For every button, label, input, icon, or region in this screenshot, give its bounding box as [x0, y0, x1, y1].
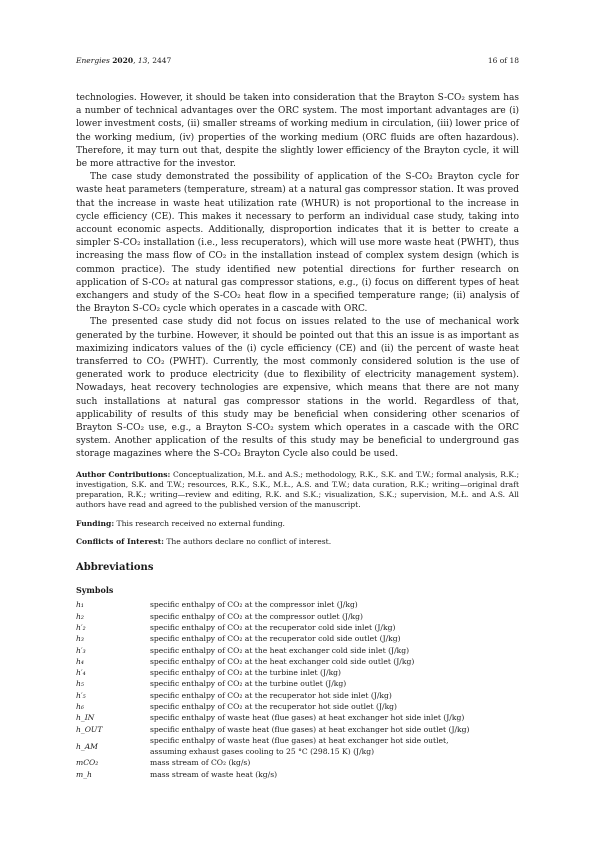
author-contributions-label: Author Contributions:	[76, 469, 171, 479]
paragraph-2: The case study demonstrated the possibility of application of the S-CO₂ Brayton cycle for waste heat parameters (temperature, stream) at a natural gas compressor station. It was proved that the increase in waste heat utilization rate (WHUR) is not proportional to the increase in cycle efficiency (CE). This makes it necessary to perform an individual case study, taking into account economic aspects. Additionally, disproportion indicates that it is better to create a simpler S-CO₂ installation (i.e., less recuperators), which will use more waste heat (PWHT), thus increasing the mass flow of CO₂ in the installation instead of complex system design (which is common practice). The study identified new potential directions for further research on application of S-CO₂ at natural gas compressor stations, e.g., (i) focus on different types of heat exchangers and study of the S-CO₂ heat flow in a specified temperature range; (ii) analysis of the Brayton S-CO₂ cycle which operates in a cascade with ORC.	[76, 172, 519, 315]
conflicts-of-interest	[76, 537, 519, 547]
author-contributions	[76, 470, 519, 511]
symbol: h₆	[76, 701, 84, 711]
symbols-subheading: Symbols	[76, 585, 114, 596]
symbol: mCO₂	[76, 758, 99, 768]
table-row	[76, 712, 519, 723]
table-row	[76, 690, 519, 701]
conflicts-label: Conflicts of Interest:	[76, 536, 164, 546]
symbol: h′₅	[76, 690, 86, 700]
page-number: 16 of 18	[487, 56, 519, 65]
table-row	[76, 667, 519, 678]
symbol-description-line-1: specific enthalpy of waste heat (flue gases) at heat exchanger hot side outlet,	[150, 735, 449, 745]
abbreviations-heading: Abbreviations	[76, 561, 154, 573]
symbol: h₁	[76, 600, 84, 610]
table-row	[76, 622, 519, 633]
symbol-description: specific enthalpy of CO₂ at the recuperator cold side inlet (J/kg)	[150, 622, 396, 632]
symbol-description: specific enthalpy of CO₂ at the turbine inlet (J/kg)	[150, 668, 342, 678]
symbol-description: mass stream of waste heat (kg/s)	[150, 769, 278, 779]
symbol-description: specific enthalpy of CO₂ at the heat exchanger cold side inlet (J/kg)	[150, 645, 410, 655]
symbol-description	[150, 735, 519, 758]
symbol-description: specific enthalpy of CO₂ at the recuperator hot side inlet (J/kg)	[150, 690, 392, 700]
symbol-description: specific enthalpy of CO₂ at the turbine outlet (J/kg)	[150, 679, 347, 689]
symbol-description: specific enthalpy of CO₂ at the heat exchanger cold side outlet (J/kg)	[150, 656, 415, 666]
paragraph-3: The presented case study did not focus on issues related to the use of mechanical work generated by the turbine. However, it should be pointed out that this an issue is as important as maximizing indicators values of the (i) cycle efficiency (CE) and (ii) the percent of waste heat transferred to CO₂ (PWHT). Currently, the most commonly considered solution is the use of generated work to produce electricity (due to flexibility of electricity management system). Nowadays, heat recovery technologies are expensive, which means that there are not many such installations at natural gas compressor stations in the world. Regardless of that, applicability of results of this study may be beneficial when considering other scenarios of Brayton S-CO₂ use, e.g., a Brayton S-CO₂ system which operates in a cascade with the ORC system. Another application of the results of this study may be beneficial to underground gas storage magazines where the S-CO₂ Brayton Cycle also could be used.	[76, 317, 519, 460]
symbol: h₄	[76, 656, 84, 666]
symbol-description: specific enthalpy of waste heat (flue gases) at heat exchanger hot side outlet (J/kg)	[150, 724, 470, 734]
table-row	[76, 735, 519, 758]
symbol-description: specific enthalpy of CO₂ at the recuperator hot side outlet (J/kg)	[150, 701, 398, 711]
symbol: h₃	[76, 634, 84, 644]
conflicts-text: The authors declare no conflict of interest.	[163, 536, 332, 546]
table-row	[76, 611, 519, 622]
symbol-description: specific enthalpy of CO₂ at the compressor outlet (J/kg)	[150, 611, 363, 621]
symbol-description: mass stream of CO₂ (kg/s)	[150, 758, 251, 768]
symbol: h_OUT	[76, 724, 103, 734]
symbol-description: specific enthalpy of CO₂ at the recuperator cold side outlet (J/kg)	[150, 634, 401, 644]
journal-year: 2020	[112, 56, 134, 65]
funding-label: Funding:	[76, 518, 115, 528]
table-row	[76, 656, 519, 667]
symbol: m_h	[76, 769, 92, 779]
author-contributions-text: Conceptualization, M.Ł. and A.S.; methodology, R.K., S.K. and T.W.; formal analysis, R.K.; investigation, S.K. and T.W.; resources, R.K., S.K., M.Ł., A.S. and T.W.; data curation, R.K.; writing—original draft preparation, R.K.; writing—review and editing, R.K. and S.K.; visualization, S.K.; supervision, M.Ł. and A.S. All authors have read and agreed to the published version of the manuscript.	[76, 469, 520, 510]
symbol: h₅	[76, 679, 84, 689]
symbol: h′₂	[76, 622, 86, 632]
journal-name: Energies	[76, 56, 110, 65]
running-header	[76, 56, 519, 65]
paragraph-1: technologies. However, it should be taken into consideration that the Brayton S-CO₂ system has a number of technical advantages over the ORC system. The most important advantages are (i) lower investment costs, (ii) smaller streams of working medium in circulation, (iii) lower price of the working medium, (iv) properties of the working medium (ORC fluids are often hazardous). Therefore, it may turn out that, despite the slightly lower efficiency of the Brayton cycle, it will be more attractive for the investor.	[76, 93, 519, 170]
citation: Energies 2020, 13, 2447	[76, 56, 172, 65]
journal-volume: 13	[137, 56, 148, 65]
funding	[76, 519, 519, 529]
table-row	[76, 633, 519, 644]
main-text	[76, 92, 519, 780]
table-row	[76, 599, 519, 610]
table-row	[76, 757, 519, 768]
table-row	[76, 724, 519, 735]
symbol: h′₃	[76, 645, 86, 655]
symbol: h_IN	[76, 713, 95, 723]
funding-text: This research received no external funding.	[114, 518, 285, 528]
table-row	[76, 701, 519, 712]
table-row	[76, 645, 519, 656]
symbol: h_AM	[76, 741, 98, 751]
table-row	[76, 678, 519, 689]
table-row	[76, 769, 519, 780]
symbol-description: specific enthalpy of CO₂ at the compressor inlet (J/kg)	[150, 600, 358, 610]
symbol: h₂	[76, 611, 84, 621]
symbol: h′₄	[76, 668, 86, 678]
symbol-description: specific enthalpy of waste heat (flue gases) at heat exchanger hot side inlet (J/kg)	[150, 713, 465, 723]
symbols-table	[76, 599, 519, 780]
article-number: 2447	[152, 56, 172, 65]
symbol-description-line-2: assuming exhaust gases cooling to 25 °C (298.15 K) (J/kg)	[150, 747, 375, 757]
